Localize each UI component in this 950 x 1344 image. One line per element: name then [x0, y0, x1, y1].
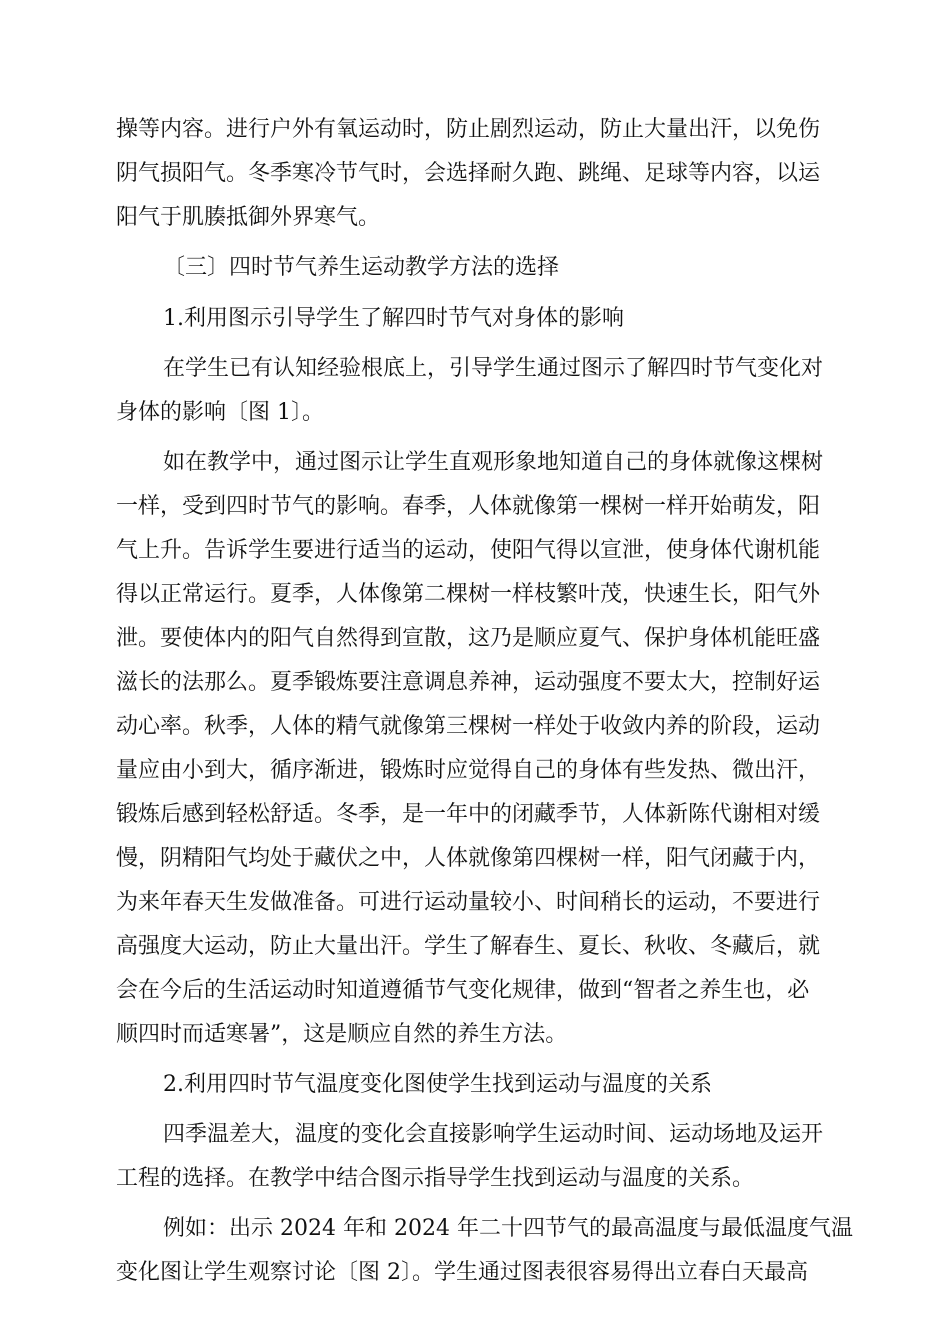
paragraph-line: 变化图让学生观察讨论〔图 2〕。学生通过图表很容易得出立春白天最高 — [116, 1260, 808, 1285]
paragraph-line: 高强度大运动，防止大量出汗。学生了解春生、夏长、秋收、冬藏后，就 — [116, 934, 821, 959]
paragraph-line: 操等内容。进行户外有氧运动时，防止剧烈运动，防止大量出汗，以免伤 — [116, 117, 821, 142]
paragraph-line: 气上升。告诉学生要进行适当的运动，使阳气得以宣泄，使身体代谢机能 — [116, 538, 821, 563]
paragraph-line: 工程的选择。在教学中结合图示指导学生找到运动与温度的关系。 — [116, 1166, 755, 1191]
section-heading: 〔三〕四时节气养生运动教学方法的选择 — [163, 255, 560, 280]
paragraph-line: 四季温差大，温度的变化会直接影响学生运动时间、运动场地及运开 — [163, 1122, 824, 1147]
paragraph-line: 滋长的法那么。夏季锻炼要注意调息养神，运动强度不要太大，控制好运 — [116, 670, 821, 695]
paragraph-line: 阳气于肌腠抵御外界寒气。 — [116, 205, 381, 230]
paragraph-line: 身体的影响〔图 1〕。 — [116, 400, 324, 425]
paragraph-line: 会在今后的生活运动时知道遵循节气变化规律，做到“智者之养生也，必 — [116, 978, 810, 1003]
paragraph-line: 锻炼后感到轻松舒适。冬季，是一年中的闭藏季节，人体新陈代谢相对缓 — [116, 802, 821, 827]
subheading: 1.利用图示引导学生了解四时节气对身体的影响 — [163, 306, 624, 331]
paragraph-line: 得以正常运行。夏季，人体像第二棵树一样枝繁叶茂，快速生长，阳气外 — [116, 582, 821, 607]
paragraph-line: 量应由小到大，循序渐进，锻炼时应觉得自己的身体有些发热、微出汗， — [116, 758, 821, 783]
paragraph-line: 一样，受到四时节气的影响。春季，人体就像第一棵树一样开始萌发，阳 — [116, 494, 821, 519]
paragraph-line: 例如：出示 2024 年和 2024 年二十四节气的最高温度与最低温度气温 — [163, 1216, 853, 1241]
paragraph-line: 在学生已有认知经验根底上，引导学生通过图示了解四时节气变化对 — [163, 356, 824, 381]
paragraph-line: 阴气损阳气。冬季寒冷节气时，会选择耐久跑、跳绳、足球等内容，以运 — [116, 161, 821, 186]
paragraph-line: 动心率。秋季，人体的精气就像第三棵树一样处于收敛内养的阶段，运动 — [116, 714, 821, 739]
paragraph-line: 慢，阴精阳气均处于藏伏之中，人体就像第四棵树一样，阳气闭藏于内， — [116, 846, 821, 871]
paragraph-line: 为来年春天生发做准备。可进行运动量较小、时间稍长的运动，不要进行 — [116, 890, 821, 915]
paragraph-line: 顺四时而适寒暑”，这是顺应自然的养生方法。 — [116, 1022, 568, 1047]
paragraph-line: 如在教学中，通过图示让学生直观形象地知道自己的身体就像这棵树 — [163, 450, 824, 475]
subheading: 2.利用四时节气温度变化图使学生找到运动与温度的关系 — [163, 1072, 712, 1097]
paragraph-line: 泄。要使体内的阳气自然得到宣散，这乃是顺应夏气、保护身体机能旺盛 — [116, 626, 821, 651]
